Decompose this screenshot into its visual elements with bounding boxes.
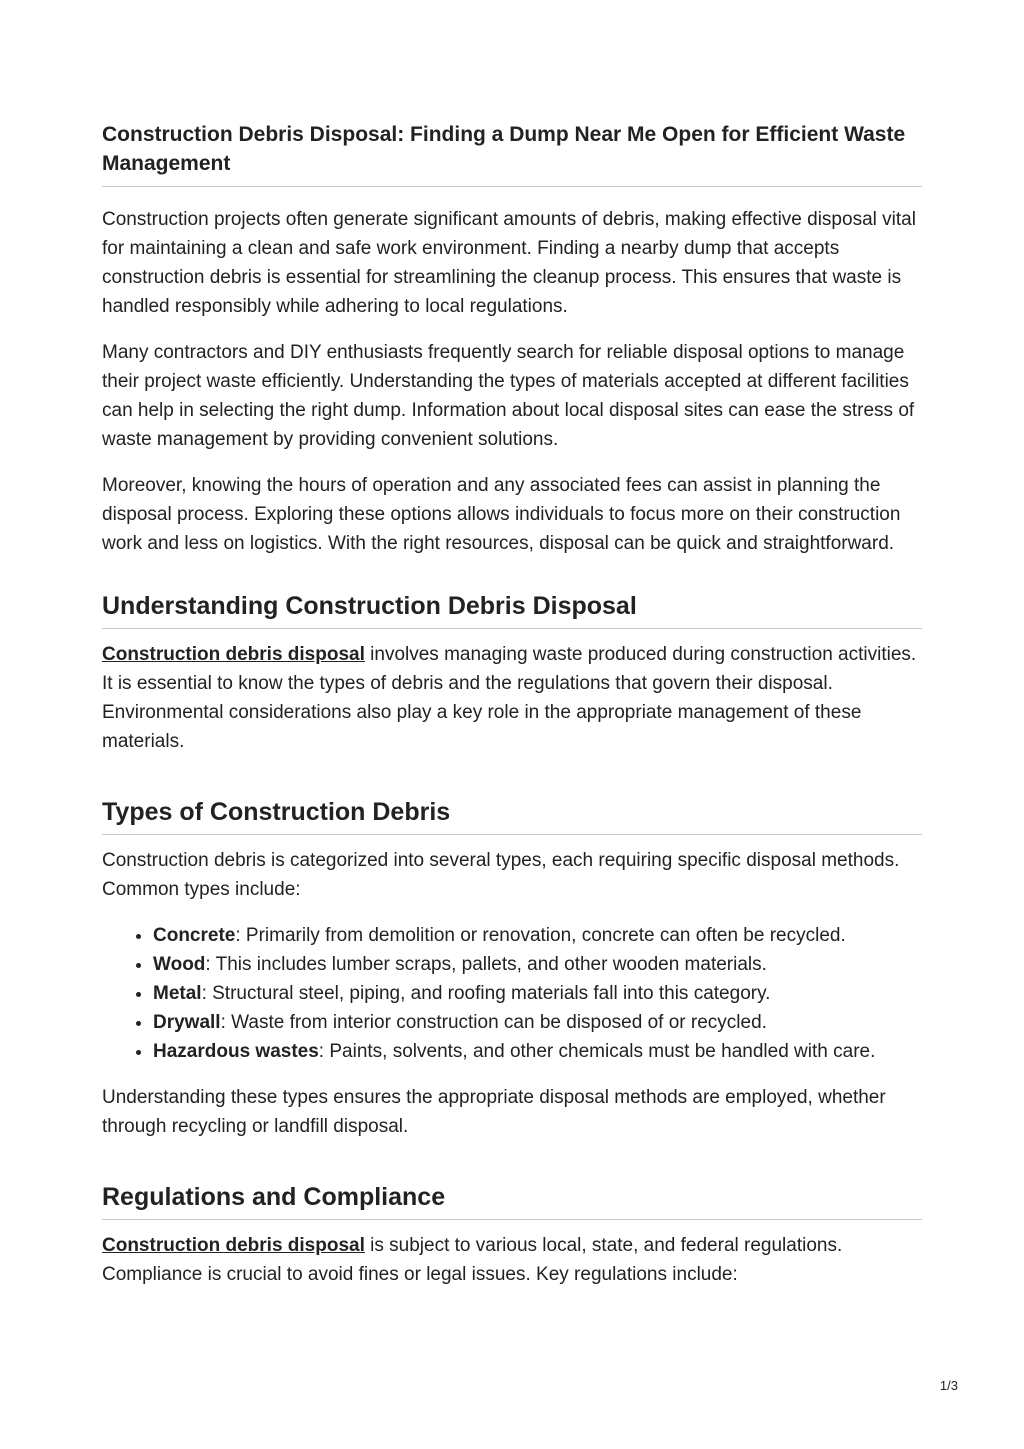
list-item-term: Metal — [153, 983, 202, 1004]
list-item-term: Concrete — [153, 925, 236, 946]
list-item-term: Drywall — [153, 1012, 221, 1033]
list-item — [153, 1008, 922, 1037]
page-number: 1/3 — [939, 1378, 958, 1393]
types-intro-paragraph: Construction debris is categorized into several types, each requiring specific disposal methods. Common types include: — [102, 850, 900, 900]
list-item-desc: : Waste from interior construction can be disposed of or recycled. — [220, 1012, 767, 1033]
list-item-term: Hazardous wastes — [153, 1041, 319, 1062]
page-title: Construction Debris Disposal: Finding a Dump Near Me Open for Efficient Waste Management — [102, 120, 922, 187]
construction-debris-disposal-link[interactable]: Construction debris disposal — [102, 1235, 365, 1256]
construction-debris-disposal-link[interactable]: Construction debris disposal — [102, 644, 365, 665]
intro-paragraph-2: Many contractors and DIY enthusiasts frequently search for reliable disposal options to manage their project waste efficiently. Understanding the types of materials accepted at different facilities can help in selecting the right dump. Information about local disposal sites can ease the stress of waste management by providing convenient solutions. — [102, 342, 915, 450]
types-outro-paragraph: Understanding these types ensures the appropriate disposal methods are employed, whether through recycling or landfill disposal. — [102, 1087, 886, 1137]
list-item — [153, 921, 922, 950]
document-body — [102, 120, 922, 1289]
intro-paragraph-1: Construction projects often generate significant amounts of debris, making effective disposal vital for maintaining a clean and safe work environment. Finding a nearby dump that accepts construction debris is essential for streamlining the cleanup process. This ensures that waste is handled responsibly while adhering to local regulations. — [102, 209, 916, 317]
section-heading-regulations: Regulations and Compliance — [102, 1181, 922, 1220]
list-item — [153, 1037, 922, 1066]
section-heading-understanding: Understanding Construction Debris Disposal — [102, 590, 922, 629]
intro-paragraph-3: Moreover, knowing the hours of operation and any associated fees can assist in planning the disposal process. Exploring these options allows individuals to focus more on their construction work and less on logistics. With the right resources, disposal can be quick and straightforward. — [102, 475, 901, 554]
section-heading-types: Types of Construction Debris — [102, 796, 922, 835]
list-item-term: Wood — [153, 954, 206, 975]
paragraph-text: involves managing waste produced during construction activities. It is essential to know the types of debris and the regulations that govern their disposal. Environmental considerations also play a key role in the appropriate management of these materials. — [102, 644, 917, 752]
list-item-desc: : Primarily from demolition or renovation, concrete can often be recycled. — [235, 925, 846, 946]
list-item-desc: : Paints, solvents, and other chemicals must be handled with care. — [318, 1041, 876, 1062]
section-paragraph-understanding — [102, 640, 922, 756]
paragraph-text: is subject to various local, state, and federal regulations. Compliance is crucial to avoid fines or legal issues. Key regulations include: — [102, 1235, 843, 1285]
debris-types-list — [102, 921, 922, 1066]
list-item — [153, 979, 922, 1008]
list-item-desc: : This includes lumber scraps, pallets, and other wooden materials. — [205, 954, 767, 975]
section-paragraph-regulations — [102, 1231, 922, 1289]
list-item-desc: : Structural steel, piping, and roofing materials fall into this category. — [201, 983, 771, 1004]
list-item — [153, 950, 922, 979]
